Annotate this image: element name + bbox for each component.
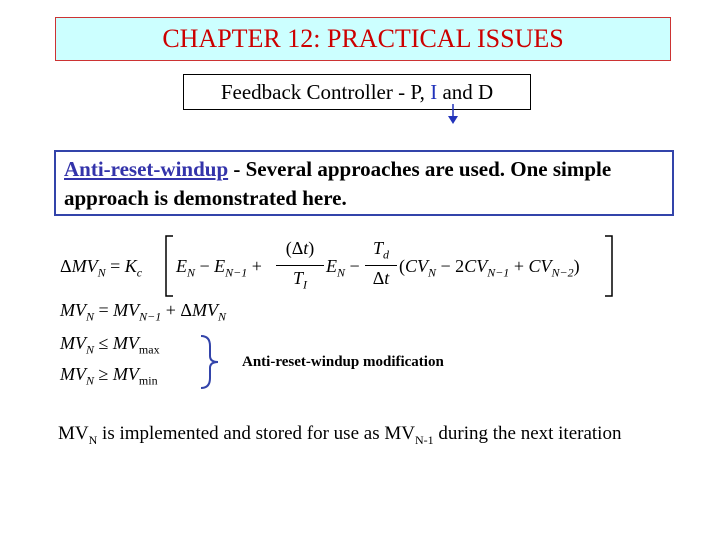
equation-mv-max: $MV_N \le MV_{max}$ [60,333,160,357]
left-bracket-icon [163,234,175,298]
subtitle-highlight: I [430,79,438,104]
equation-mv-update: $MV_N = MV_{N-1} + \Delta MV_N$ [60,300,227,324]
footer-part1-sub: N [88,432,98,447]
equation-delta-mv: $\Delta MV_N = K_c$ $E_N - E_{N-1}$ + (Δt) $T_I$ $E_N$ − $T_d$ Δt $(CV_N - 2CV_{N-1} + CV_{N-2})$ [60,234,620,298]
brace-label: Anti-reset-windup modification [242,354,444,370]
right-bracket-icon [603,234,615,298]
equation-mv-min: $MV_N \ge MV_{min}$ [60,364,158,388]
note-text: - Several approaches are used. One simple approach is demonstrated here. [64,157,612,210]
footer-part3: during the next iteration [433,423,622,444]
subtitle-box [183,74,531,110]
page-title [55,17,671,61]
footer-part1: MV [58,423,89,444]
note-box [54,150,674,216]
page-title-text: CHAPTER 12: PRACTICAL ISSUES [162,24,564,53]
footer-part2: is implemented and stored for use as MV [97,423,415,444]
note-term: Anti-reset-windup [64,157,229,181]
brace-icon [198,334,220,390]
subtitle-text-before: Feedback Controller - P, [220,79,431,104]
subtitle-text-after: and D [437,79,494,104]
footer-part2-sub: N-1 [414,432,434,447]
footer-note [58,423,621,448]
down-arrow-icon [447,104,459,124]
